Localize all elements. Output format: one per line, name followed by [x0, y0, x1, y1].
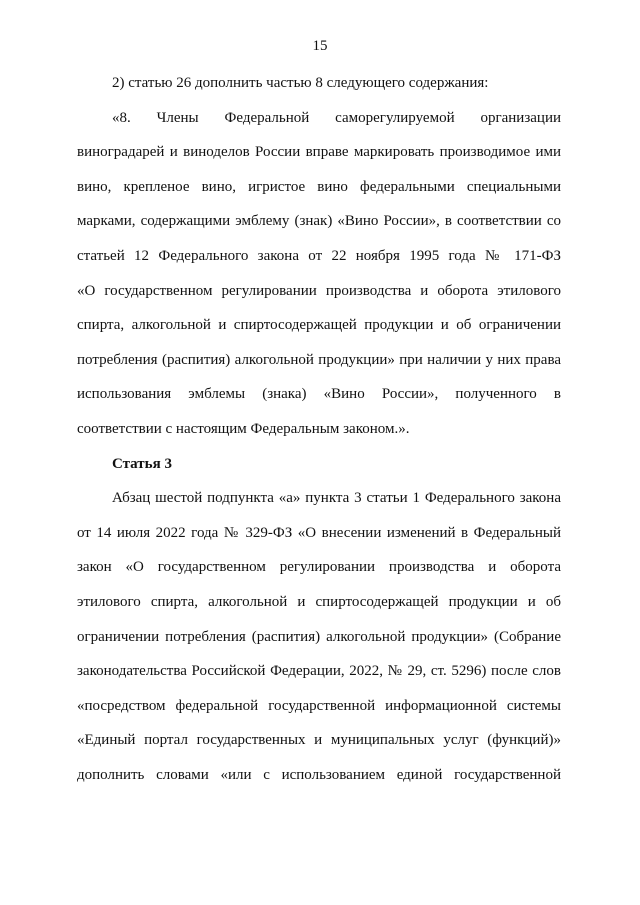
paragraph-line: «8. Члены Федеральной саморегулируемой организации: [112, 109, 561, 126]
paragraph-line: закон «О государственном регулировании производства и оборота: [77, 559, 561, 576]
paragraph-line: этилового спирта, алкогольной и спиртосодержащей продукции и об: [77, 593, 561, 610]
paragraph-line: потребления (распития) алкогольной продукции» при наличии у них права: [77, 351, 561, 368]
paragraph-line: вино, крепленое вино, игристое вино федеральными специальными: [77, 178, 561, 195]
document-body: [77, 73, 561, 799]
paragraph-line: Абзац шестой подпункта «а» пункта 3 статьи 1 Федерального закона: [112, 490, 561, 507]
paragraph-line: виноградарей и виноделов России вправе маркировать производимое ими: [77, 144, 561, 161]
article-heading: Статья 3: [112, 455, 172, 472]
paragraph-line: законодательства Российской Федерации, 2022, № 29, ст. 5296) после слов: [77, 663, 561, 680]
paragraph-line: статьей 12 Федерального закона от 22 ноября 1995 года № 171-ФЗ: [77, 247, 561, 264]
paragraph-line: 2) статью 26 дополнить частью 8 следующего содержания:: [112, 75, 489, 91]
paragraph-line: дополнить словами «или с использованием единой государственной: [77, 766, 561, 783]
paragraph-line: от 14 июля 2022 года № 329-ФЗ «О внесении изменений в Федеральный: [77, 524, 561, 541]
paragraph-line: марками, содержащими эмблему (знак) «Вино России», в соответствии со: [77, 213, 561, 230]
paragraph-line: использования эмблемы (знака) «Вино России», полученного в: [77, 386, 561, 403]
paragraph-line: «О государственном регулировании производства и оборота этилового: [77, 282, 561, 299]
paragraph-line: «посредством федеральной государственной информационной системы: [77, 697, 561, 714]
paragraph-line: ограничении потребления (распития) алкогольной продукции» (Собрание: [77, 628, 561, 645]
page-number: 15: [312, 38, 328, 54]
paragraph-line: «Единый портал государственных и муниципальных услуг (функций)»: [77, 732, 561, 749]
paragraph-line: спирта, алкогольной и спиртосодержащей продукции и об ограничении: [77, 317, 561, 334]
paragraph-line: соответствии с настоящим Федеральным законом.».: [77, 420, 410, 437]
